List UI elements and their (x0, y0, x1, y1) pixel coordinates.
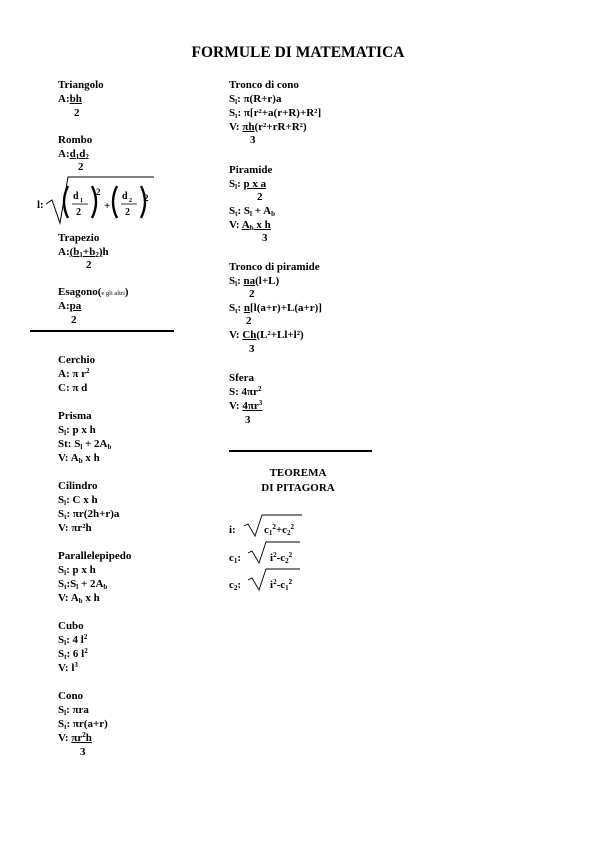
svg-text:+: + (104, 200, 111, 212)
cono-volume: V: $\pi r^2h$ (58, 731, 92, 744)
piramide-volume-denominator: 3 (262, 232, 268, 244)
esagono-area: A:pa (58, 300, 82, 312)
pitagora-cathetus2-expr: $i^2-c_1^2$ (270, 578, 293, 592)
trapezio-heading: Trapezio (58, 232, 100, 244)
prisma-lateral-surface: $S_l$: p x h (58, 424, 96, 437)
tronco-piramide-lateral-denominator: 2 (249, 288, 255, 300)
cerchio-circumference: C: π d (58, 382, 88, 394)
divider-left (30, 330, 174, 332)
cilindro-lateral-surface: $S_l$: C x h (58, 494, 98, 507)
tronco-cono-volume-denominator: 3 (250, 134, 256, 146)
sfera-volume-denominator: 3 (245, 414, 251, 426)
cerchio-area: A: π $r^2$ (58, 367, 90, 380)
pitagora-hypotenuse-expr: $c_1^2+c_2^2$ (264, 523, 295, 537)
triangolo-area-denominator: 2 (74, 107, 80, 119)
parallelepipedo-lateral-surface: $S_l$: p x h (58, 564, 96, 577)
tronco-cono-heading: Tronco di cono (229, 79, 299, 91)
triangolo-heading: Triangolo (58, 79, 104, 91)
cono-volume-denominator: 3 (80, 746, 86, 758)
trapezio-area-denominator: 2 (86, 259, 92, 271)
cubo-total-surface: $S_t$: 6 $l^2$ (58, 647, 88, 661)
piramide-heading: Piramide (229, 164, 273, 176)
pitagora-cathetus1-expr: $i^2-c_2^2$ (270, 551, 293, 565)
pitagora-hypotenuse-label: i: (229, 524, 236, 536)
tronco-piramide-volume-denominator: 3 (249, 343, 255, 355)
divider-right (229, 450, 372, 452)
trapezio-area: $A:(b_1+b_2)h$ (58, 246, 109, 259)
rombo-area-denominator: 2 (78, 161, 84, 173)
pitagora-cathetus2-label: $c_2$: (229, 579, 242, 592)
rombo-area: $A:d_1d_2$ (58, 148, 89, 161)
cubo-lateral-surface: $S_l$: 4 $l^2$ (58, 633, 88, 647)
page-title: FORMULE DI MATEMATICA (191, 44, 405, 61)
prisma-volume: V: $A_b$ x h (58, 452, 100, 465)
cerchio-heading: Cerchio (58, 354, 96, 366)
svg-text:2: 2 (96, 187, 101, 197)
sfera-volume: V: $4\pi r^3$ (229, 399, 263, 412)
svg-text:d: d (122, 191, 128, 202)
parallelepipedo-total-surface: $S_t:S_l + 2A_b$ (58, 578, 108, 591)
pitagora-title-line1: TEOREMA (269, 467, 327, 479)
cono-total-surface: $S_t$: πr(a+r) (58, 718, 108, 731)
tronco-piramide-lateral-surface: $S_l$: na(l+L) (229, 275, 280, 288)
svg-text:2: 2 (129, 198, 132, 204)
esagono-heading: Esagono(e gli altri) (58, 286, 129, 298)
parallelepipedo-volume: V: $A_b$ x h (58, 592, 100, 605)
cono-heading: Cono (58, 690, 84, 702)
rombo-heading: Rombo (58, 134, 93, 146)
pitagora-cathetus1-label: $c_1$: (229, 552, 242, 565)
cilindro-volume: V: πr²h (58, 522, 92, 534)
svg-text:2: 2 (144, 193, 149, 203)
tronco-piramide-heading: Tronco di piramide (229, 261, 320, 273)
rombo-side-radical (46, 176, 166, 226)
esagono-area-denominator: 2 (71, 314, 77, 326)
cubo-heading: Cubo (58, 620, 84, 632)
parallelepipedo-heading: Parallelepipedo (58, 550, 132, 562)
triangolo-area: A:bh (58, 93, 82, 105)
sfera-heading: Sfera (229, 372, 255, 384)
cilindro-heading: Cilindro (58, 480, 98, 492)
tronco-piramide-total-denominator: 2 (246, 315, 252, 327)
piramide-total-surface: $S_t$: $S_l + A_b$ (229, 205, 275, 218)
svg-text:2: 2 (76, 207, 81, 218)
pitagora-title-line2: DI PITAGORA (261, 482, 335, 494)
d1-num: d (73, 191, 79, 202)
tronco-piramide-total-surface: $S_t$: n[l(a+r)+L(a+r)] (229, 302, 322, 315)
svg-text:1: 1 (80, 198, 83, 204)
tronco-cono-volume: V: πh(r²+rR+R²) (229, 121, 307, 133)
tronco-piramide-volume: V: Ch(L²+Ll+l²) (229, 329, 304, 341)
sfera-surface: S: $4\pi r^2$ (229, 385, 262, 398)
tronco-cono-lateral-surface: $S_l$: π(R+r)a (229, 93, 282, 106)
piramide-lateral-surface: $S_l$: p x a (229, 178, 267, 191)
prisma-total-surface: St: $S_l + 2A_b$ (58, 438, 112, 451)
cubo-volume: V: $l^3$ (58, 661, 78, 674)
tronco-cono-total-surface: $S_t$: π[r²+a(r+R)+R²] (229, 107, 322, 120)
rombo-side-label: l: (37, 199, 44, 211)
prisma-heading: Prisma (58, 410, 92, 422)
cono-lateral-surface: $S_l$: πra (58, 704, 89, 717)
svg-text:2: 2 (125, 207, 130, 218)
cilindro-total-surface: $S_t$: πr(2h+r)a (58, 508, 120, 521)
piramide-lateral-denominator: 2 (257, 191, 263, 203)
piramide-volume: V: $A_b$ x h (229, 219, 271, 232)
